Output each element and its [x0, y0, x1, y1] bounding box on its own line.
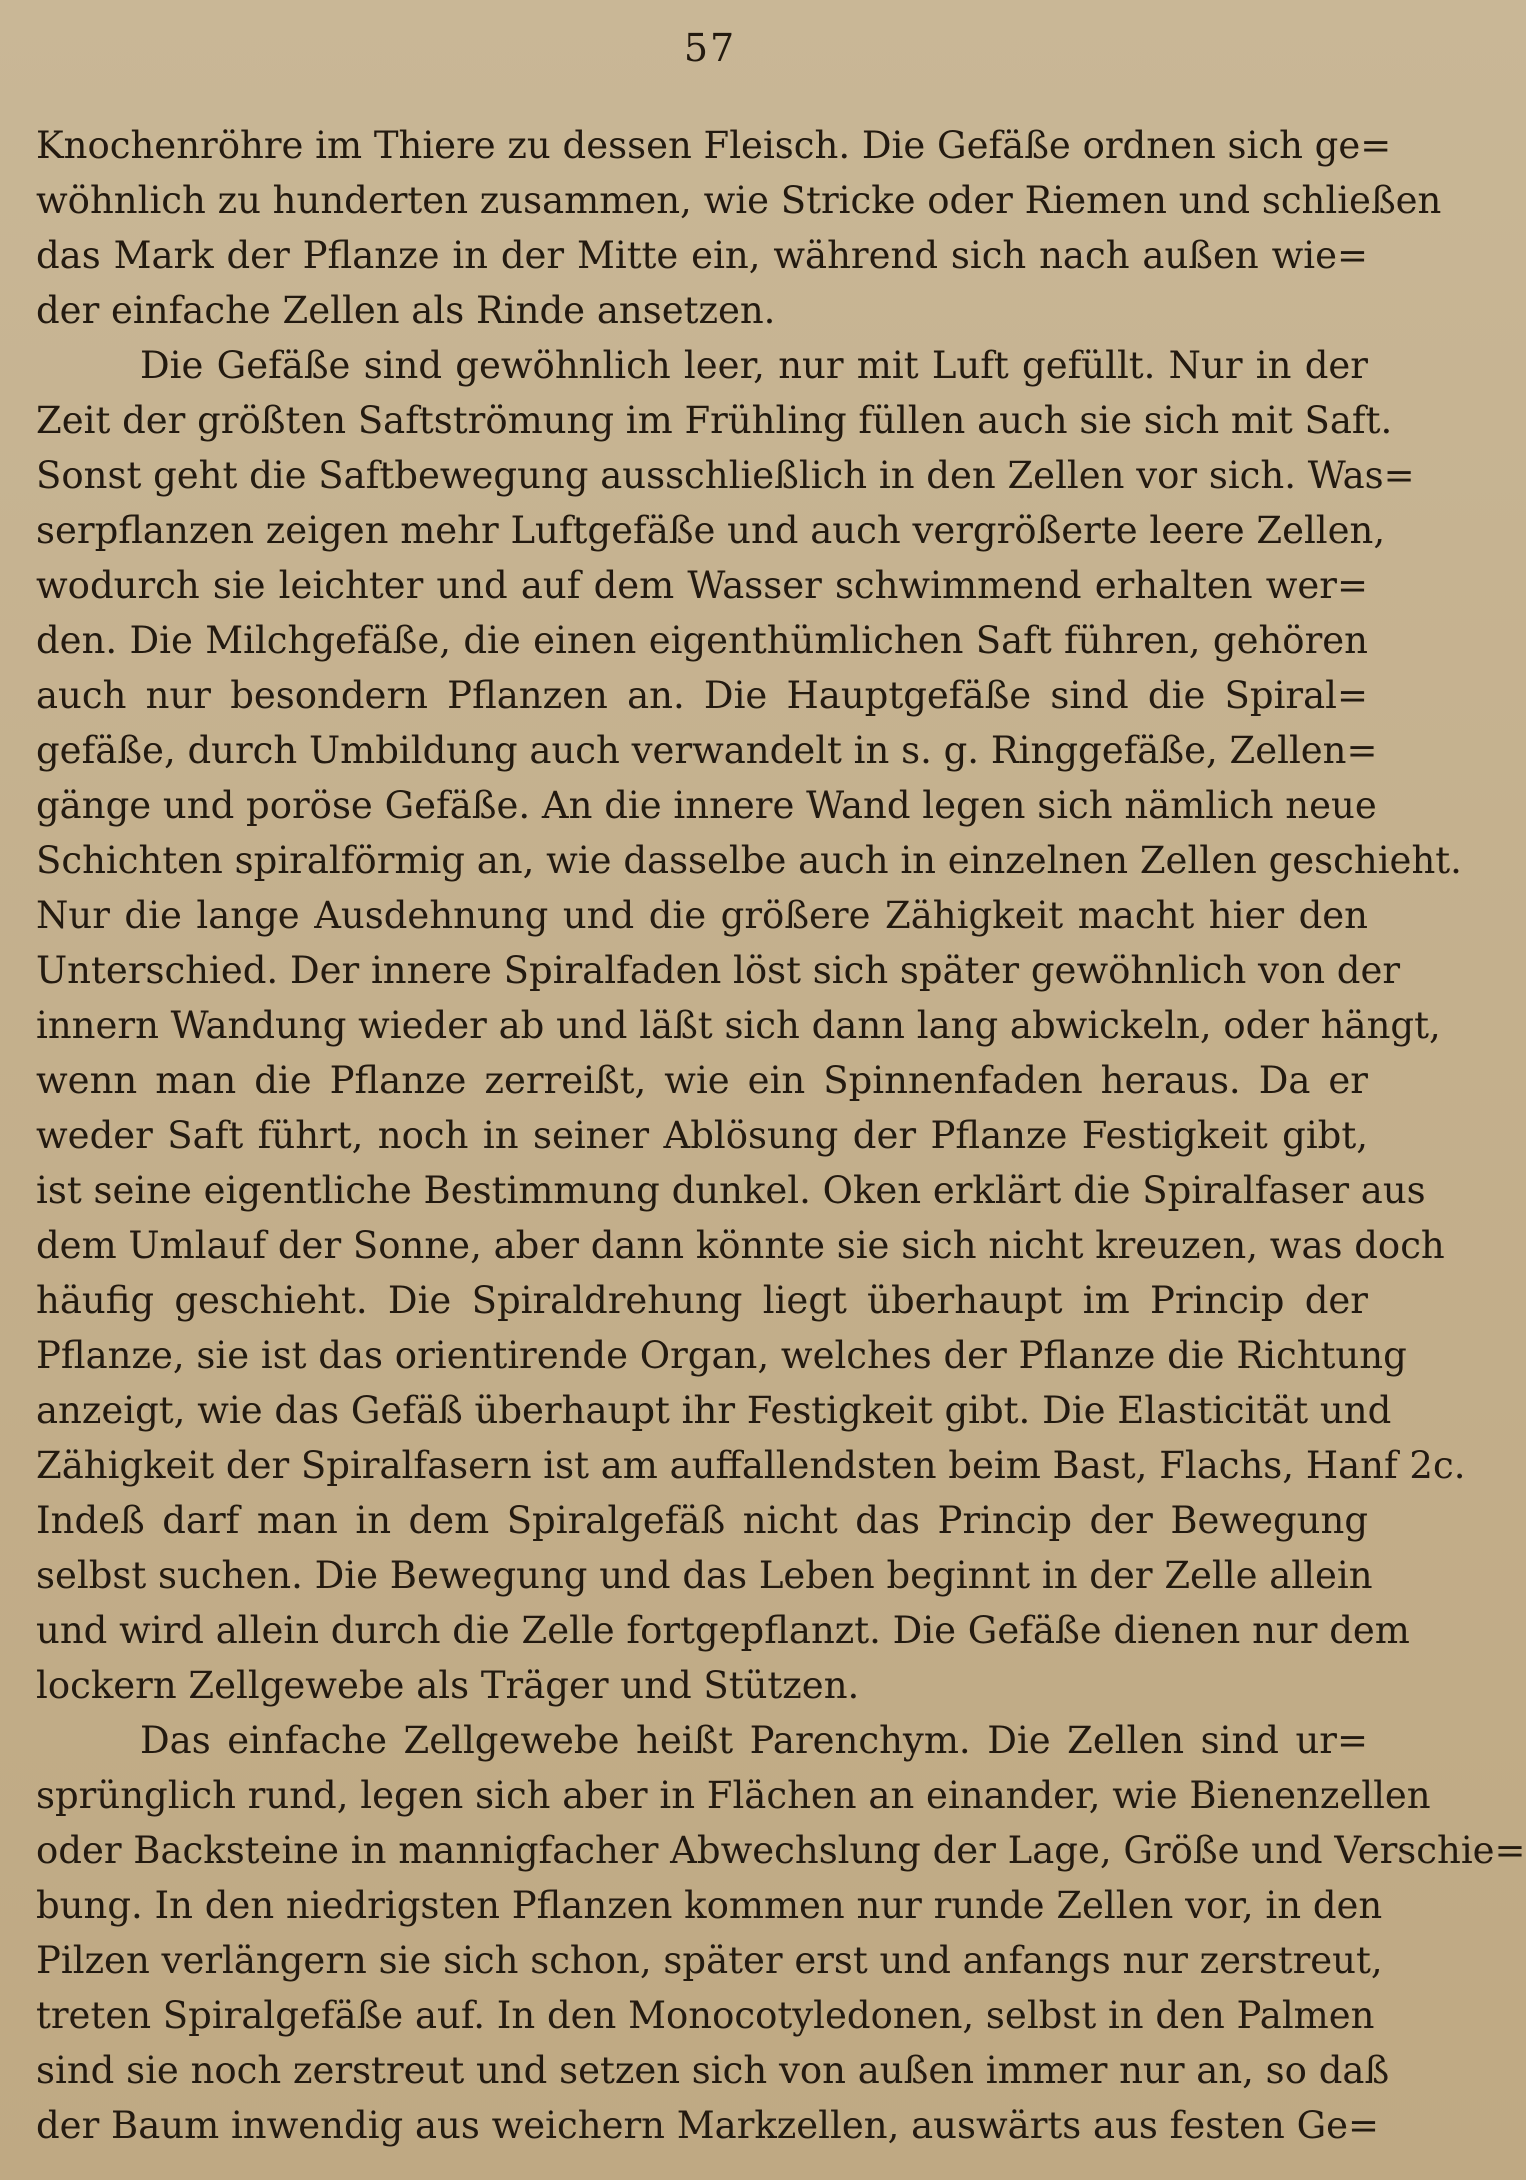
text-line: ist seine eigentliche Bestimmung dunkel. Oken erklärt die Spiralfaser aus: [36, 1169, 1426, 1212]
paragraph-start-line: Die Gefäße sind gewöhnlich leer, nur mit Luft gefüllt. Nur in der: [140, 344, 1368, 387]
text-line: treten Spiralgefäße auf. In den Monocotyledonen, selbst in den Palmen: [36, 1994, 1375, 2037]
text-line: sind sie noch zerstreut und setzen sich von außen immer nur an, so daß: [36, 2049, 1390, 2092]
text-line: weder Saft führt, noch in seiner Ablösung der Pflanze Festigkeit gibt,: [36, 1114, 1368, 1157]
text-line: dem Umlauf der Sonne, aber dann könnte sie sich nicht kreuzen, was doch: [36, 1224, 1445, 1267]
text-line: gefäße, durch Umbildung auch verwandelt in s. g. Ringgefäße, Zellen=: [36, 729, 1378, 772]
page-number: 57: [683, 26, 737, 70]
text-line: auch nur besondern Pflanzen an. Die Hauptgefäße sind die Spiral=: [36, 674, 1368, 717]
text-line: Zähigkeit der Spiralfasern ist am auffallendsten beim Bast, Flachs, Hanf 2c.: [36, 1444, 1466, 1487]
paragraph-start-line: Das einfache Zellgewebe heißt Parenchym. Die Zellen sind ur=: [140, 1719, 1368, 1762]
text-line: Unterschied. Der innere Spiralfaden löst sich später gewöhnlich von der: [36, 949, 1401, 992]
text-line: bung. In den niedrigsten Pflanzen kommen nur runde Zellen vor, in den: [36, 1884, 1383, 1927]
text-line: lockern Zellgewebe als Träger und Stützen.: [36, 1664, 860, 1707]
text-line: der einfache Zellen als Rinde ansetzen.: [36, 289, 776, 332]
text-line: selbst suchen. Die Bewegung und das Leben beginnt in der Zelle allein: [36, 1554, 1373, 1597]
text-line: den. Die Milchgefäße, die einen eigenthümlichen Saft führen, gehören: [36, 619, 1368, 662]
text-line: anzeigt, wie das Gefäß überhaupt ihr Festigkeit gibt. Die Elasticität und: [36, 1389, 1392, 1432]
text-line: der Baum inwendig aus weichern Markzellen, auswärts aus festen Ge=: [36, 2104, 1380, 2147]
text-line: gänge und poröse Gefäße. An die innere Wand legen sich nämlich neue: [36, 784, 1377, 827]
text-line: und wird allein durch die Zelle fortgepflanzt. Die Gefäße dienen nur dem: [36, 1609, 1410, 1652]
text-line: wodurch sie leichter und auf dem Wasser schwimmend erhalten wer=: [36, 564, 1368, 607]
text-line: oder Backsteine in mannigfacher Abwechslung der Lage, Größe und Verschie=: [36, 1829, 1526, 1872]
text-line: wöhnlich zu hunderten zusammen, wie Stricke oder Riemen und schließen: [36, 179, 1442, 222]
text-line: Nur die lange Ausdehnung und die größere Zähigkeit macht hier den: [36, 894, 1368, 937]
text-line: innern Wandung wieder ab und läßt sich dann lang abwickeln, oder hängt,: [36, 1004, 1441, 1047]
text-line: Schichten spiralförmig an, wie dasselbe auch in einzelnen Zellen geschieht.: [36, 839, 1462, 882]
text-line: Zeit der größten Saftströmung im Frühling füllen auch sie sich mit Saft.: [36, 399, 1393, 442]
text-line: Indeß darf man in dem Spiralgefäß nicht das Princip der Bewegung: [36, 1499, 1368, 1542]
text-line: serpflanzen zeigen mehr Luftgefäße und auch vergrößerte leere Zellen,: [36, 509, 1386, 552]
text-line: Knochenröhre im Thiere zu dessen Fleisch. Die Gefäße ordnen sich ge=: [36, 124, 1392, 167]
text-line: das Mark der Pflanze in der Mitte ein, während sich nach außen wie=: [36, 234, 1368, 277]
text-line: Pilzen verlängern sie sich schon, später erst und anfangs nur zerstreut,: [36, 1939, 1383, 1982]
text-line: wenn man die Pflanze zerreißt, wie ein Spinnenfaden heraus. Da er: [36, 1059, 1368, 1102]
text-line: sprünglich rund, legen sich aber in Flächen an einander, wie Bienenzellen: [36, 1774, 1431, 1817]
text-line: Sonst geht die Saftbewegung ausschließlich in den Zellen vor sich. Was=: [36, 454, 1415, 497]
text-line: Pflanze, sie ist das orientirende Organ, welches der Pflanze die Richtung: [36, 1334, 1407, 1377]
text-line: häufig geschieht. Die Spiraldrehung liegt überhaupt im Princip der: [36, 1279, 1368, 1322]
body-text: [36, 118, 1526, 2153]
